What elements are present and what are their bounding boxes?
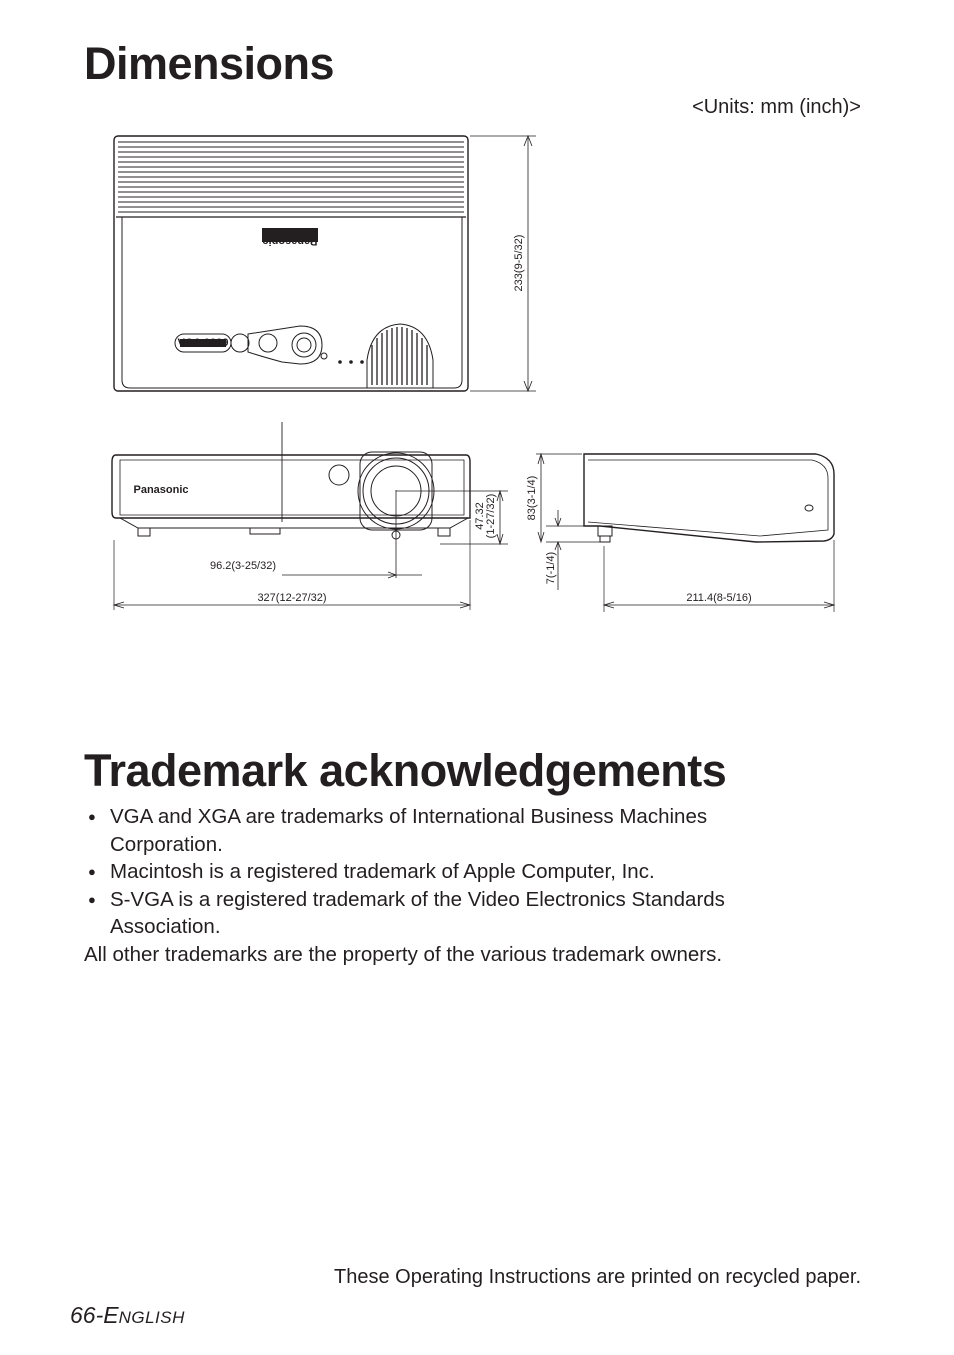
lens-offset-label: 96.2(3-25/32) <box>209 560 277 572</box>
list-item: ● Macintosh is a registered trademark of Apple Computer, Inc. <box>84 858 824 886</box>
lens-height-mm-label: 47.32 <box>474 502 486 530</box>
bullet-icon: ● <box>88 809 96 824</box>
page-title: Dimensions <box>84 38 335 89</box>
height-side-label: 83(3-1/4) <box>526 475 538 521</box>
list-item: ● S-VGA is a registered trademark of the Video Electronics Standards Association. <box>88 887 725 938</box>
list-item: ● VGA and XGA are trademarks of International Business Machines Corporation. <box>88 805 708 856</box>
dimension-drawing <box>0 0 954 640</box>
lens-height-in-label: (1-27/32) <box>485 493 497 539</box>
panel-model-label: VGA 9999 <box>177 337 229 349</box>
bullet-icon: ● <box>88 891 96 907</box>
recycled-note: These Operating Instructions are printed on recycled paper. <box>334 1266 861 1288</box>
depth-label: 211.4(8-5/16) <box>686 592 752 604</box>
brand-front-label: Panasonic <box>133 484 189 496</box>
trademark-list <box>84 803 824 968</box>
side-view <box>536 454 834 612</box>
front-view <box>112 422 508 610</box>
page-number: 66-ENGLISH <box>70 1302 185 1328</box>
brand-top-label: Panasonic <box>262 235 318 247</box>
bullet-icon: ● <box>88 864 96 879</box>
height-top-label: 233(9-5/32) <box>513 234 525 292</box>
section-title: Trademark acknowledgements <box>84 745 727 796</box>
width-label: 327(12-27/32) <box>257 592 327 604</box>
units-label: <Units: mm (inch)> <box>692 96 861 118</box>
top-view <box>114 136 536 391</box>
foot-label: 7(-1/4) <box>545 551 557 585</box>
trademark-note: All other trademarks are the property of the various trademark owners. <box>84 942 723 966</box>
